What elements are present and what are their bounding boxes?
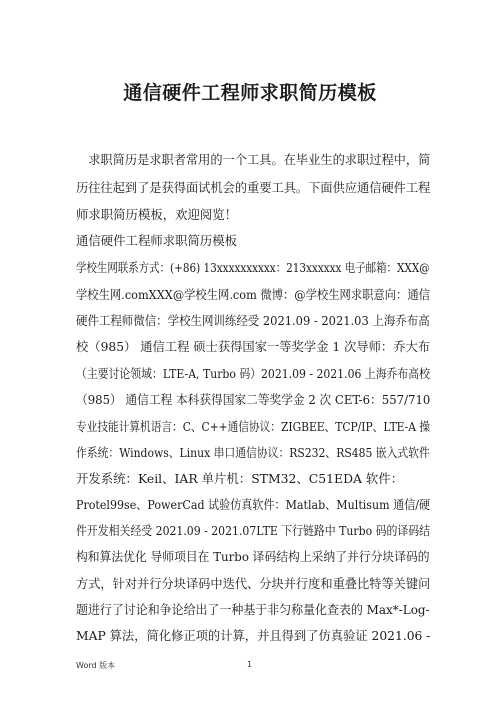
document-title: 通信硬件工程师求职简历模板: [123, 82, 377, 104]
body-line: Protel99se、PowerCad 试验仿真软件：Matlab、Multisum 通信/硬: [76, 497, 431, 512]
body-line: 校（985） 通信工程 硕士获得国家一等奖学金 1 次导师：乔大布: [76, 339, 431, 354]
body-line: 学校生网联系方式：(+86) 13xxxxxxxxxx：213xxxxxx 电子邮箱：XXX@: [76, 260, 430, 275]
body-line: 学校生网.comXXX@学校生网.com 微博：@学校生网求职意向：通信: [76, 287, 430, 302]
body-line: 历往往起到了是获得面试机会的重要工具。下面供应通信硬件工程: [76, 180, 431, 195]
body-line: 专业技能计算机语言：C、C++通信协议：ZIGBEE、TCP/IP、LTE-A 操: [76, 419, 431, 434]
body-line: 硬件工程师微信：学校生网训练经受 2021.09 - 2021.03 上海乔布高: [76, 313, 430, 328]
body-line: 方式，针对并行分块译码中迭代、分块并行度和重叠比特等关键问: [76, 576, 431, 591]
body-line: 题进行了讨论和争论给出了一种基于非匀称量化查表的 Max*-Log-: [76, 602, 430, 617]
body-line: 求职简历是求职者常用的一个工具。在毕业生的求职过程中，简: [76, 152, 431, 167]
body-line: 师求职简历模板，欢迎阅览！: [76, 207, 238, 222]
body-line: （主要讨论领域：LTE-A, Turbo 码）2021.09 - 2021.06 上海乔布高校: [76, 366, 430, 381]
body-line: （985） 通信工程 本科获得国家二等奖学金 2 次 CET-6：557/710: [76, 392, 431, 407]
page-number: 1: [247, 660, 253, 669]
section-heading: 通信硬件工程师求职简历模板: [76, 233, 238, 248]
body-line: 件开发相关经受 2021.09 - 2021.07LTE 下行链路中 Turbo 码的译码结: [76, 523, 431, 538]
body-line: 开发系统：Keil、IAR 单片机：STM32、C51EDA 软件：: [76, 471, 404, 486]
body-line: 作系统：Windows、Linux 串口通信协议：RS232、RS485 嵌入式软件: [76, 445, 430, 460]
body-line: 构和算法优化 导师项目在 Turbo 译码结构上采纳了并行分块译码的: [76, 549, 430, 564]
body-line: MAP 算法，简化修正项的计算，并且得到了仿真验证 2021.06 -: [76, 628, 431, 643]
footer-label: Word 版本: [76, 661, 116, 670]
